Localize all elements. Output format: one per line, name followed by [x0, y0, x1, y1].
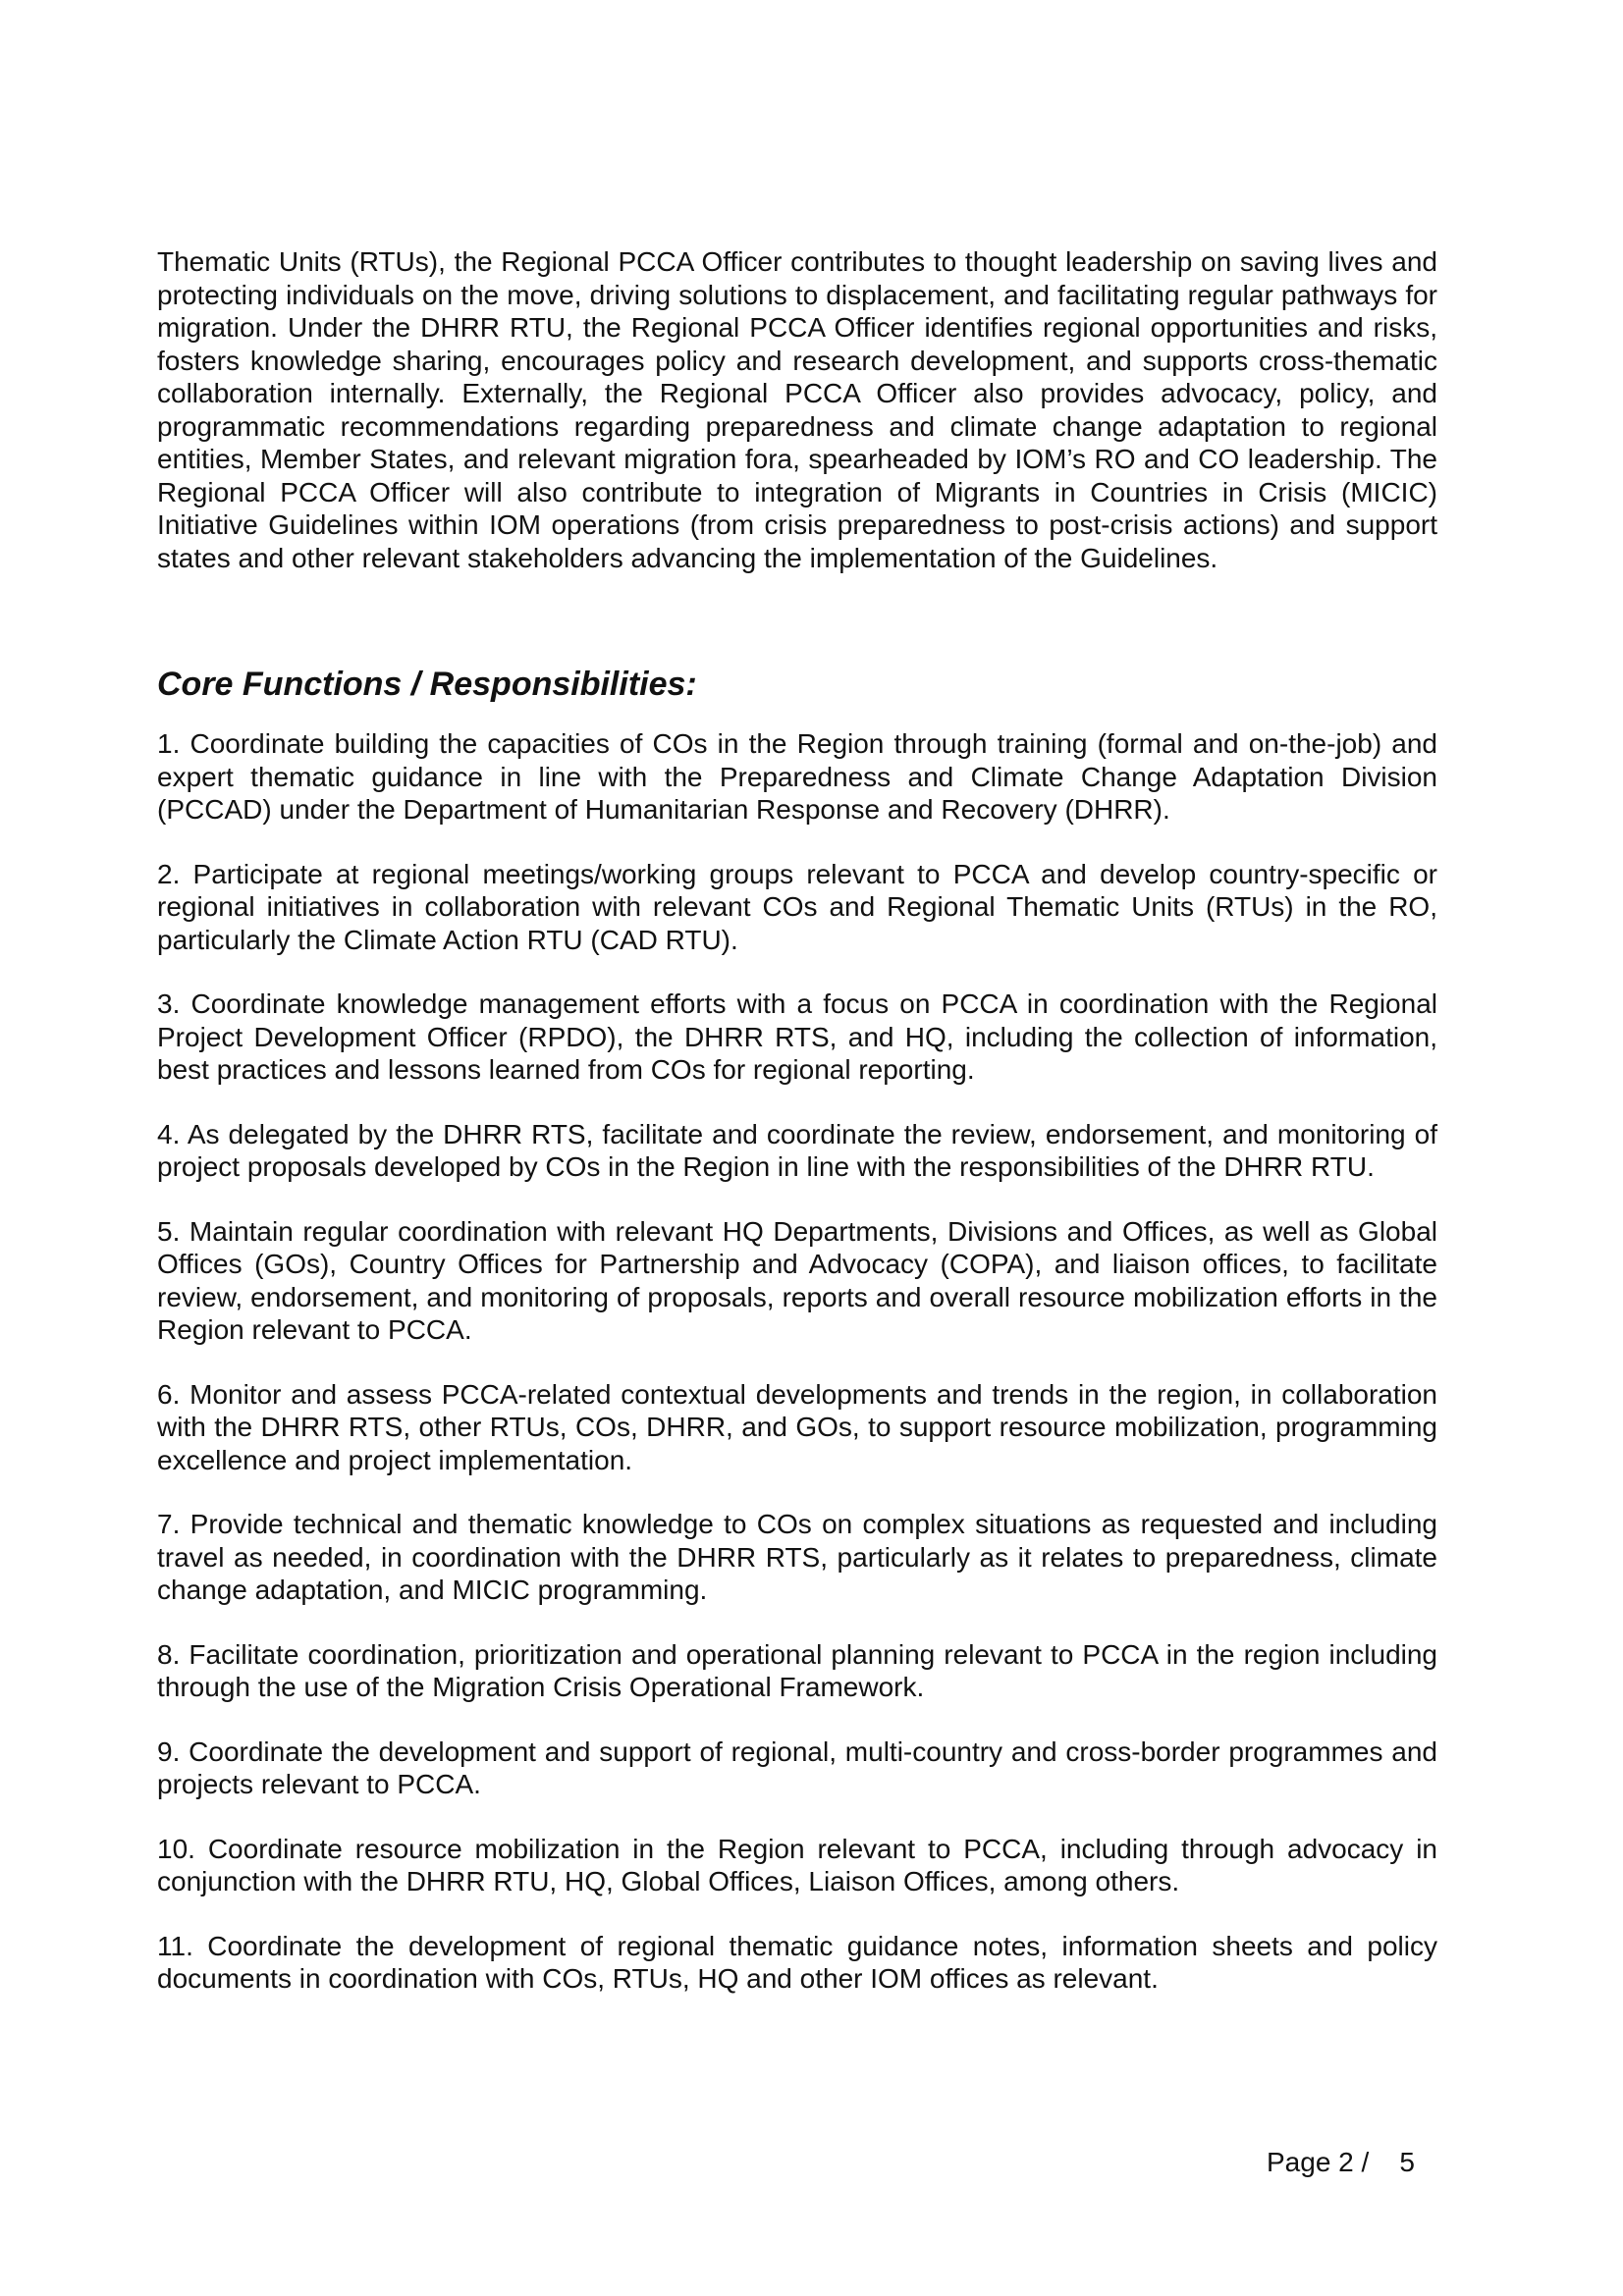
list-item: 8. Facilitate coordination, prioritization and operational planning relevant to PCCA in the region including through the use of the Migration Crisis Operational Framework.: [157, 1638, 1437, 1702]
responsibilities-list: [157, 727, 1437, 1996]
section-heading: Core Functions / Responsibilities:: [157, 666, 697, 703]
list-item: 11. Coordinate the development of regional thematic guidance notes, information sheets and policy documents in coordination with COs, RTUs, HQ and other IOM offices as relevant.: [157, 1930, 1437, 1994]
list-item: 10. Coordinate resource mobilization in the Region relevant to PCCA, including through advocacy in conjunction with the DHRR RTU, HQ, Global Offices, Liaison Offices, among others.: [157, 1833, 1437, 1896]
list-item: 4. As delegated by the DHRR RTS, facilitate and coordinate the review, endorsement, and monitoring of project proposals developed by COs in the Region in line with the responsibilities of the DHRR RTU.: [157, 1118, 1437, 1182]
list-item: 3. Coordinate knowledge management efforts with a focus on PCCA in coordination with the Regional Project Development Officer (RPDO), the DHRR RTS, and HQ, including the collection of information, best practices and lessons learned from COs for regional reporting.: [157, 988, 1437, 1085]
list-item: 9. Coordinate the development and support of regional, multi-country and cross-border programmes and projects relevant to PCCA.: [157, 1735, 1437, 1799]
list-item: 7. Provide technical and thematic knowledge to COs on complex situations as requested and including travel as needed, in coordination with the DHRR RTS, particularly as it relates to preparedness, climate change adaptation, and MICIC programming.: [157, 1509, 1437, 1605]
list-item: 5. Maintain regular coordination with relevant HQ Departments, Divisions and Offices, as well as Global Offices (GOs), Country Offices for Partnership and Advocacy (COPA), and liaison offices, to facilitate review, endorsement, and monitoring of proposals, reports and overall resource mobilization efforts in the Region relevant to PCCA.: [157, 1215, 1437, 1345]
list-item: 1. Coordinate building the capacities of COs in the Region through training (formal and on-the-job) and expert thematic guidance in line with the Preparedness and Climate Change Adaptation Division (PCCAD) under the Department of Humanitarian Response and Recovery (DHRR).: [157, 728, 1437, 825]
page-number: Page 2 / 5: [1267, 2147, 1415, 2177]
list-item: 6. Monitor and assess PCCA-related contextual developments and trends in the region, in collaboration with the DHRR RTS, other RTUs, COs, DHRR, and GOs, to support resource mobilization, programming excellence and project implementation.: [157, 1378, 1437, 1475]
document-body: [157, 245, 1437, 2027]
intro-paragraph: Thematic Units (RTUs), the Regional PCCA Officer contributes to thought leadership on saving lives and protecting individuals on the move, driving solutions to displacement, and facilitating regular pathways for migration. Under the DHRR RTU, the Regional PCCA Officer identifies regional opportunities and risks, fosters knowledge sharing, encourages policy and research development, and supports cross-thematic collaboration internally. Externally, the Regional PCCA Officer also provides advocacy, policy, and programmatic recommendations regarding preparedness and climate change adaptation to regional entities, Member States, and relevant migration fora, spearheaded by IOM’s RO and CO leadership. The Regional PCCA Officer will also contribute to integration of Migrants in Countries in Crisis (MICIC) Initiative Guidelines within IOM operations (from crisis preparedness to post-crisis actions) and support states and other relevant stakeholders advancing the implementation of the Guidelines.: [157, 246, 1437, 573]
list-item: 2. Participate at regional meetings/working groups relevant to PCCA and develop country-specific or regional initiatives in collaboration with relevant COs and Regional Thematic Units (RTUs) in the RO, particularly the Climate Action RTU (CAD RTU).: [157, 858, 1437, 955]
